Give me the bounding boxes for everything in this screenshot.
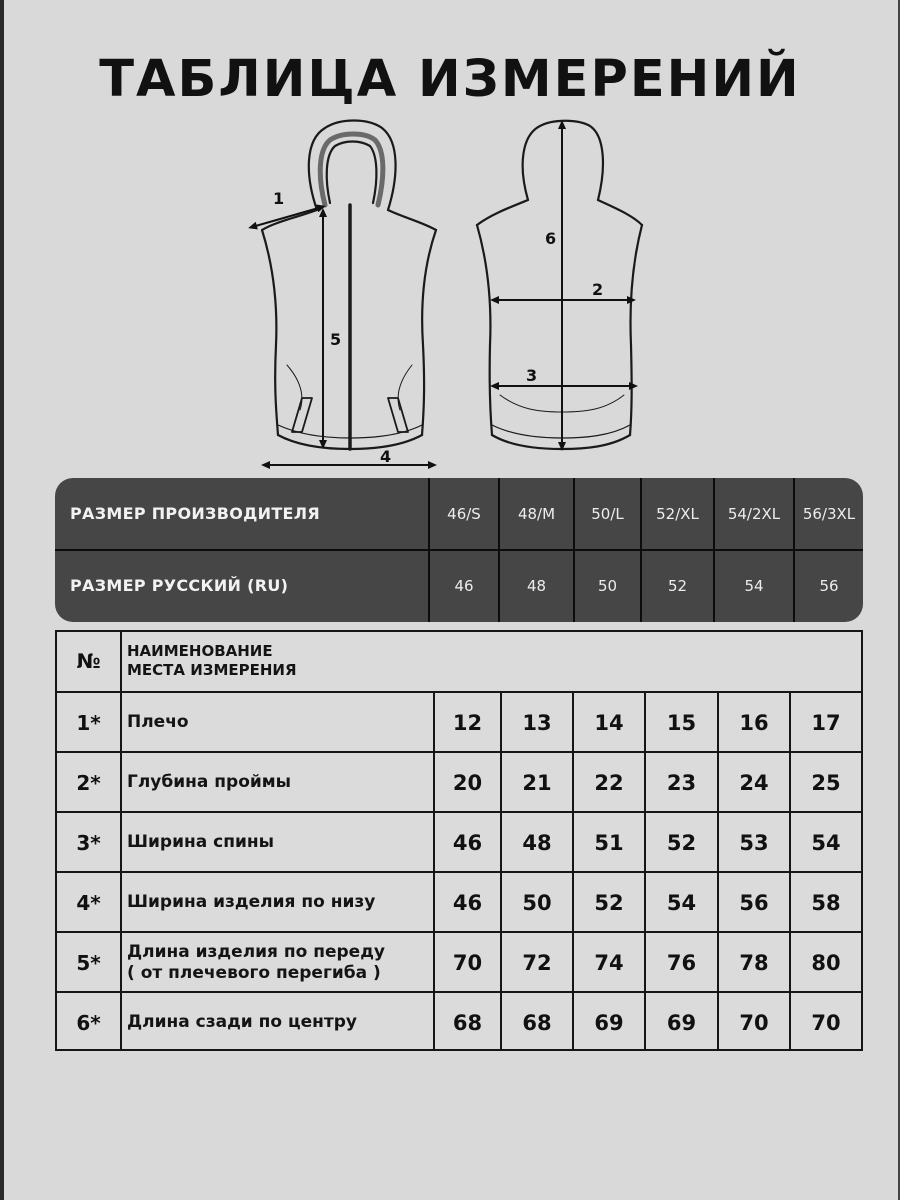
manufacturer-size-cell: 48/M: [517, 505, 556, 523]
measurement-name: [127, 942, 437, 984]
measurement-value: 12: [452, 711, 483, 735]
russian-size-row: [55, 550, 863, 622]
measurement-value: 53: [739, 831, 769, 855]
measurement-value: 69: [666, 1011, 697, 1035]
manufacturer-size-row: [55, 478, 863, 550]
measurement-value: 70: [739, 1011, 769, 1035]
measurement-name-line: Длина сзади по центру: [127, 1012, 357, 1032]
manufacturer-size-cell: 52/XL: [656, 505, 699, 523]
vest-front-view: [262, 121, 436, 450]
row-number: 3*: [76, 831, 101, 855]
row-number: 4*: [76, 891, 101, 915]
measurement-value: 50: [522, 891, 552, 915]
measurement-name-line: Ширина изделия по низу: [127, 892, 376, 912]
row-number: 5*: [76, 951, 101, 975]
dimension-label-4: 4: [380, 447, 392, 466]
row-number: 6*: [76, 1011, 101, 1035]
measurement-value: 51: [594, 831, 624, 855]
measurement-value: 46: [452, 891, 483, 915]
number-column-divider: [120, 632, 122, 1049]
measurement-value: 23: [666, 771, 697, 795]
measurement-value: 52: [666, 831, 697, 855]
measurement-value: 80: [811, 951, 841, 975]
measurement-value: 68: [522, 1011, 552, 1035]
measurement-value: 25: [811, 771, 841, 795]
manufacturer-size-cell: 56/3XL: [802, 505, 856, 523]
manufacturer-size-cell: 54/2XL: [727, 505, 781, 523]
manufacturer-size-label: РАЗМЕР ПРОИЗВОДИТЕЛЯ: [70, 504, 320, 523]
measurement-value: 16: [739, 711, 769, 735]
measurement-name: [127, 1012, 437, 1033]
row-number: 2*: [76, 771, 101, 795]
size-header-band: [55, 478, 863, 622]
number-header: №: [76, 649, 101, 673]
measurement-value: 46: [452, 831, 483, 855]
measurement-value: 14: [594, 711, 624, 735]
measurement-value: 22: [594, 771, 624, 795]
measurement-value: 52: [594, 891, 624, 915]
measurement-table: [55, 630, 863, 1051]
measurement-name-line: Длина изделия по переду: [127, 942, 386, 962]
measurement-value: 54: [666, 891, 697, 915]
measurement-value: 48: [522, 831, 552, 855]
measurement-value: 70: [811, 1011, 841, 1035]
dimension-label-6: 6: [545, 229, 557, 248]
russian-size-cell: 54: [744, 577, 764, 595]
russian-size-cell: 52: [667, 577, 688, 595]
manufacturer-size-cell: 46/S: [447, 505, 481, 523]
dimension-label-1: 1: [273, 189, 285, 208]
measurement-value: 70: [452, 951, 483, 975]
measurement-value: 58: [811, 891, 841, 915]
dimension-label-2: 2: [592, 280, 604, 299]
dimension-label-5: 5: [330, 330, 342, 349]
measurement-value: 56: [739, 891, 769, 915]
measurement-name-header-line1: НАИМЕНОВАНИЕ: [127, 642, 273, 660]
measurement-name: [127, 832, 437, 853]
measurement-value: 13: [522, 711, 552, 735]
vest-back-view: [477, 121, 642, 449]
manufacturer-size-cell: 50/L: [591, 505, 624, 523]
measurement-value: 54: [811, 831, 841, 855]
measurement-value: 15: [666, 711, 697, 735]
russian-size-cell: 50: [597, 577, 618, 595]
vest-diagram: [0, 110, 900, 480]
measurement-value: 17: [811, 711, 841, 735]
measurement-name: [127, 772, 437, 793]
russian-size-cell: 48: [526, 577, 547, 595]
row-number: 1*: [76, 711, 101, 735]
measurement-value: 24: [739, 771, 769, 795]
measurement-value: 21: [522, 771, 552, 795]
measurement-name-header: [127, 642, 427, 680]
measurement-name: [127, 892, 437, 913]
russian-size-cell: 56: [819, 577, 839, 595]
measurement-value: 78: [739, 951, 769, 975]
measurement-value: 72: [522, 951, 552, 975]
measurement-name-line: Глубина проймы: [127, 772, 292, 792]
dimension-label-3: 3: [526, 366, 538, 385]
measurement-value: 68: [452, 1011, 483, 1035]
measurement-value: 69: [594, 1011, 624, 1035]
measurement-value: 20: [452, 771, 483, 795]
measurement-name-note: ( от плечевого перегиба ): [127, 963, 381, 983]
measurement-value: 74: [594, 951, 624, 975]
measurement-value: 76: [666, 951, 697, 975]
page-title: ТАБЛИЦА ИЗМЕРЕНИЙ: [99, 50, 801, 109]
russian-size-label: РАЗМЕР РУССКИЙ (RU): [70, 576, 289, 595]
measurement-name: [127, 712, 437, 733]
measurement-name-line: Плечо: [127, 712, 189, 732]
russian-size-cell: 46: [454, 577, 474, 595]
measurement-name-header-line2: МЕСТА ИЗМЕРЕНИЯ: [127, 661, 297, 679]
measurement-name-line: Ширина спины: [127, 832, 274, 852]
